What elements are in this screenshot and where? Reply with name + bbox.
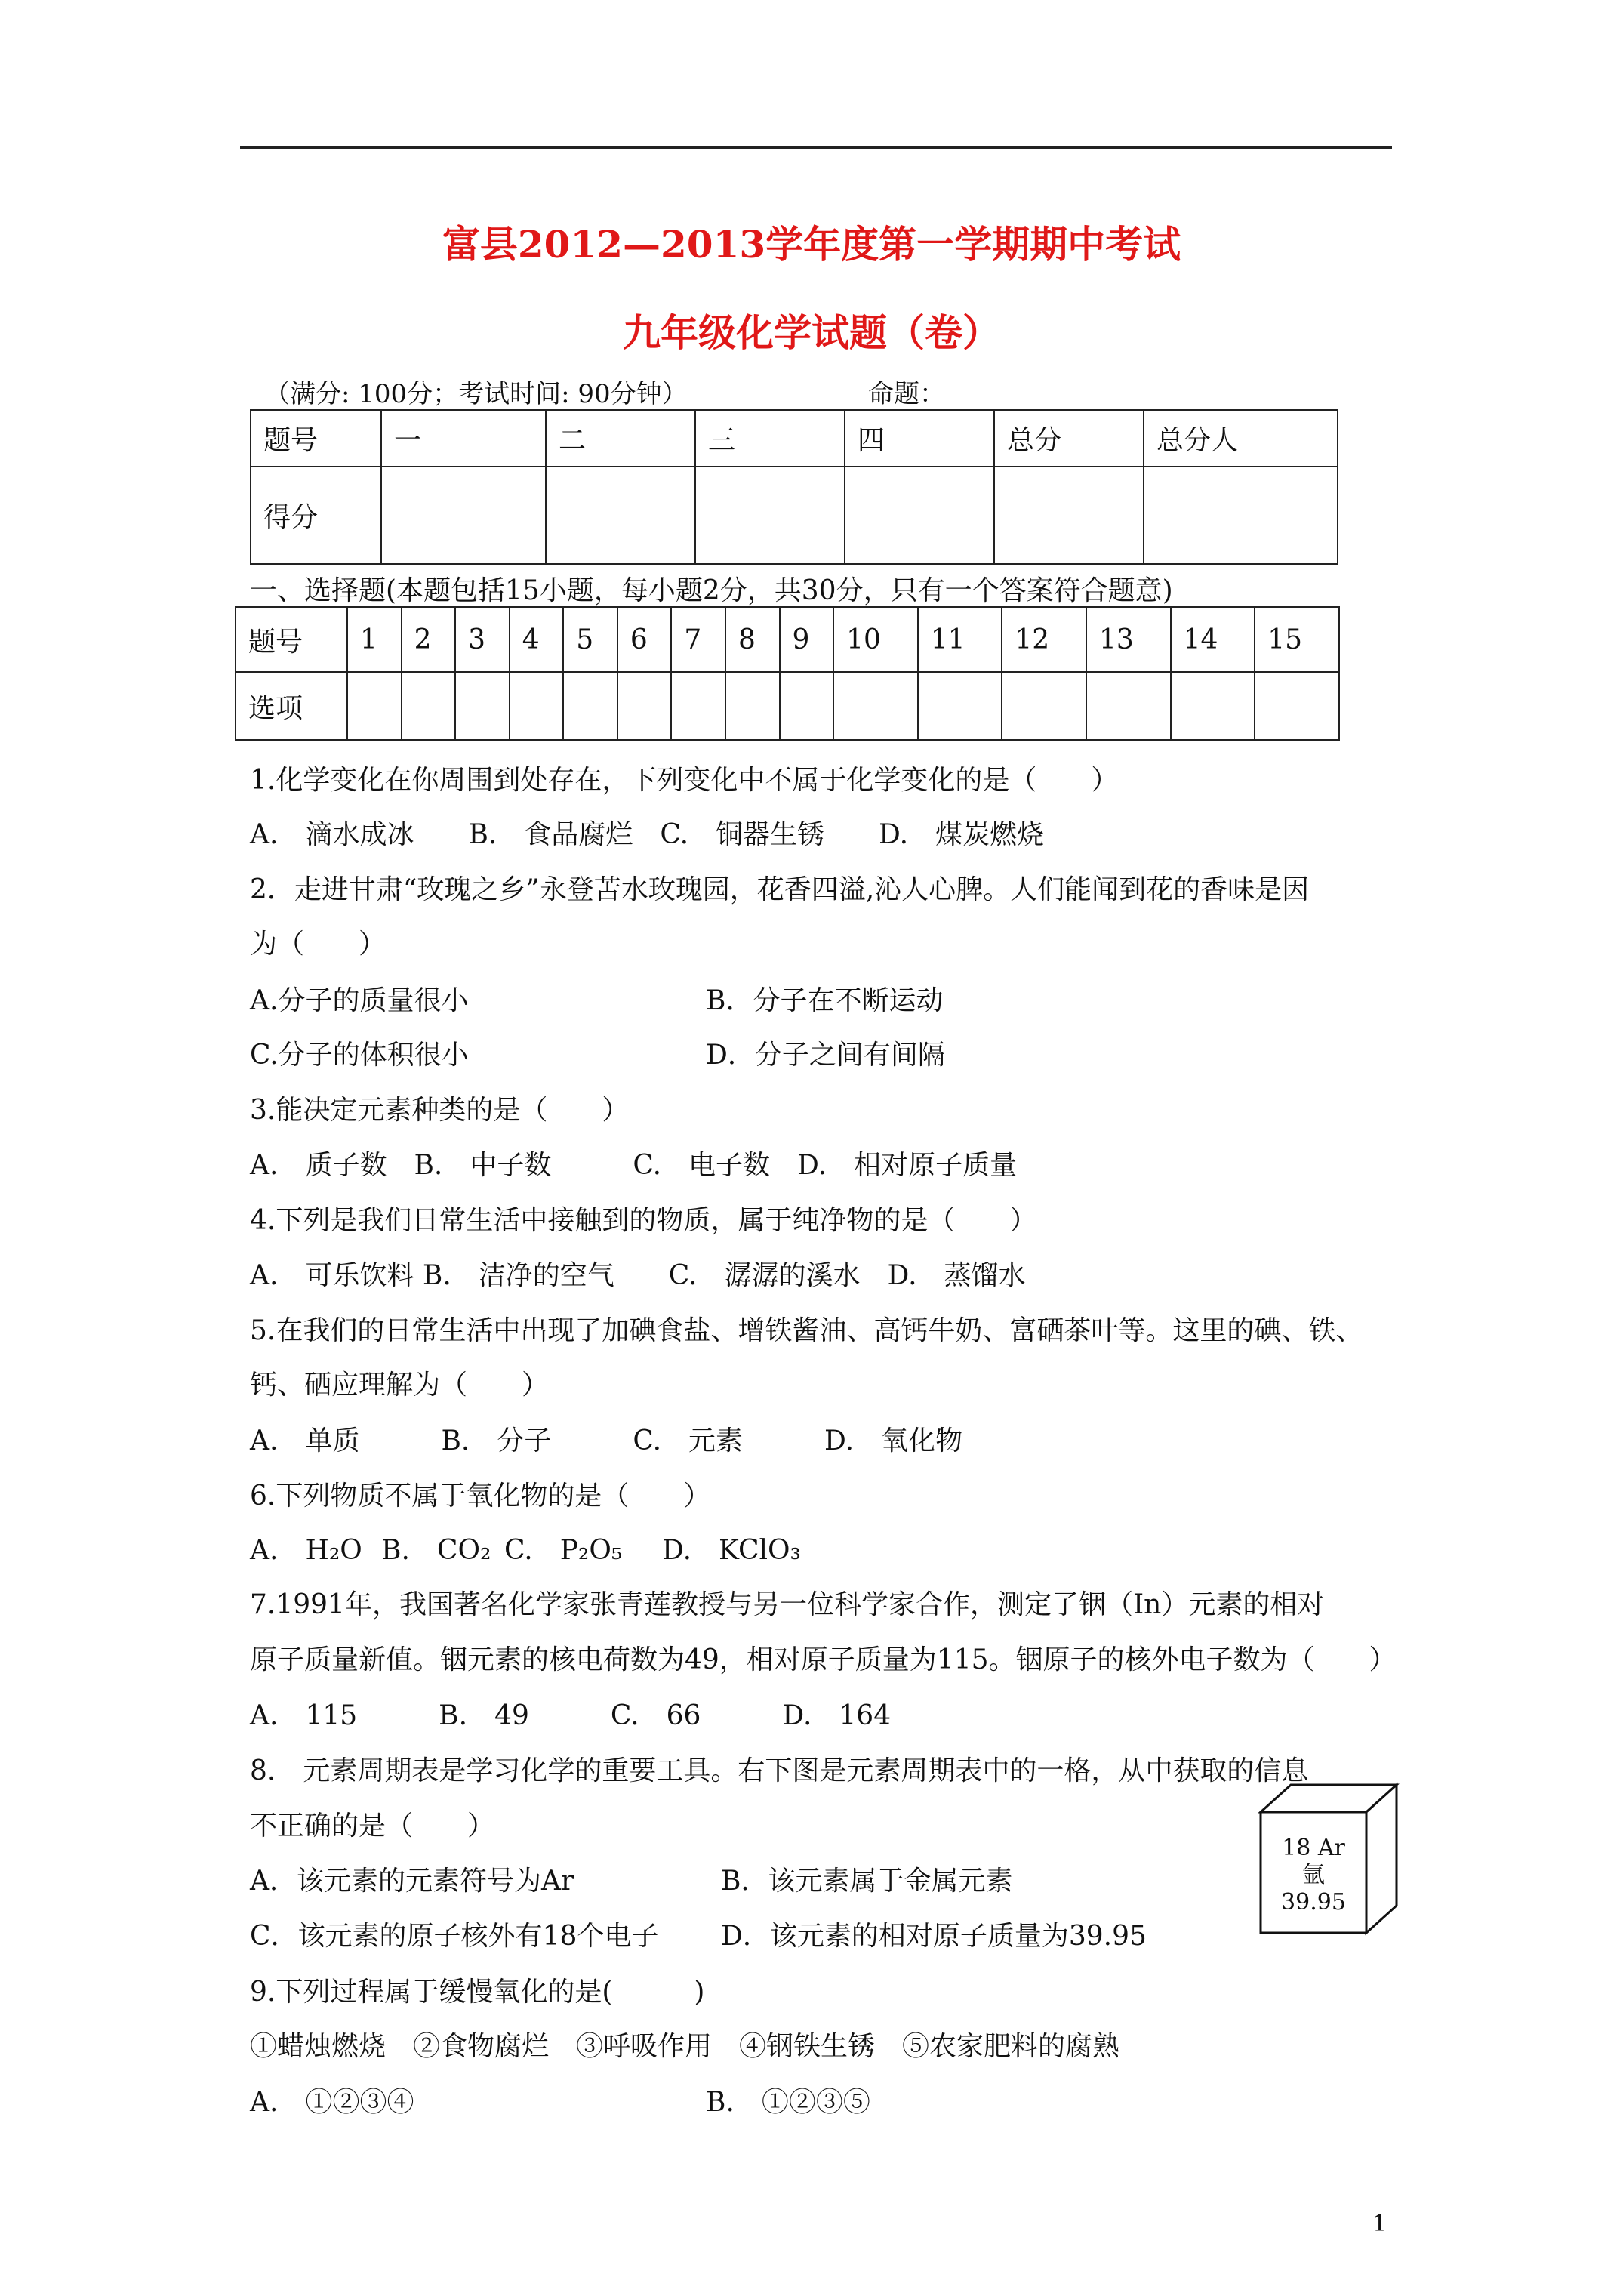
answer-header-cell: 3 — [455, 607, 510, 672]
answer-header-cell: 14 — [1171, 607, 1255, 672]
answer-header-cell: 9 — [780, 607, 834, 672]
score-header-cell: 总分人 — [1144, 410, 1338, 467]
answer-cell[interactable] — [617, 672, 672, 740]
answer-header-cell: 题号 — [236, 607, 347, 672]
question-2-option-d: D．分子之间有间隔 — [706, 1040, 945, 1071]
score-table-score-row — [251, 467, 1338, 564]
question-6-option-b: B. CO₂ — [381, 1535, 491, 1566]
question-3-options: A. 质子数 B. 中子数 C. 电子数 D. 相对原子质量 — [250, 1150, 1018, 1181]
section-heading: 一、选择题(本题包括15小题，每小题2分，共30分，只有一个答案符合题意) — [250, 575, 1173, 606]
score-header-cell: 四 — [845, 410, 994, 467]
question-8-option-d: D．该元素的相对原子质量为39.95 — [721, 1921, 1147, 1952]
question-8: 8. 元素周期表是学习化学的重要工具。右下图是元素周期表中的一格，从中获取的信息 — [250, 1755, 1309, 1786]
element-mass: 39.95 — [1281, 1889, 1346, 1915]
score-table-header-row — [251, 410, 1338, 467]
answer-cell[interactable] — [918, 672, 1002, 740]
answer-header-cell: 11 — [918, 607, 1002, 672]
answer-header-cell: 8 — [725, 607, 780, 672]
answer-cell[interactable] — [563, 672, 617, 740]
question-6-option-c: C. P₂O₅ — [504, 1535, 623, 1566]
question-9-items: ①蜡烛燃烧 ②食物腐烂 ③呼吸作用 ④钢铁生锈 ⑤农家肥料的腐熟 — [250, 2031, 1120, 2062]
answer-header-cell: 5 — [563, 607, 617, 672]
element-name: 氩 — [1302, 1862, 1325, 1888]
answer-header-cell: 13 — [1086, 607, 1171, 672]
score-cell[interactable] — [546, 467, 695, 564]
question-5-options: A. 单质 B. 分子 C. 元素 D. 氧化物 — [250, 1425, 963, 1456]
question-2-option-b: B．分子在不断运动 — [706, 985, 944, 1016]
question-9-option-a: A. ①②③④ — [250, 2087, 414, 2118]
answer-cell[interactable] — [455, 672, 510, 740]
question-3: 3.能决定元素种类的是（ ） — [250, 1095, 630, 1126]
answer-table-header-row — [236, 607, 1339, 672]
question-4: 4.下列是我们日常生活中接触到的物质，属于纯净物的是（ ） — [250, 1205, 1037, 1236]
score-row-label: 得分 — [251, 467, 381, 564]
exam-title: 富县2012—2013学年度第一学期期中考试 — [442, 222, 1181, 267]
question-2-option-a: A.分子的质量很小 — [250, 985, 469, 1016]
exam-author-label: 命题： — [868, 379, 945, 409]
score-cell[interactable] — [845, 467, 994, 564]
score-header-cell: 三 — [695, 410, 845, 467]
question-2-option-c: C.分子的体积很小 — [250, 1040, 469, 1071]
question-8-option-b: B．该元素属于金属元素 — [721, 1866, 1013, 1897]
answer-header-cell: 4 — [510, 607, 564, 672]
answer-cell[interactable] — [1002, 672, 1086, 740]
element-cell-text — [1268, 1835, 1359, 1916]
answer-cell[interactable] — [347, 672, 402, 740]
score-header-cell: 一 — [381, 410, 546, 467]
answer-cell[interactable] — [1086, 672, 1171, 740]
answer-cell[interactable] — [1255, 672, 1339, 740]
answer-row-label: 选项 — [236, 672, 347, 740]
score-cell[interactable] — [994, 467, 1144, 564]
answer-cell[interactable] — [402, 672, 456, 740]
score-header-cell: 总分 — [994, 410, 1144, 467]
answer-cell[interactable] — [1171, 672, 1255, 740]
answer-header-cell: 2 — [402, 607, 456, 672]
answer-header-cell: 12 — [1002, 607, 1086, 672]
question-6-option-a: A. H₂O — [250, 1535, 362, 1566]
answer-cell[interactable] — [833, 672, 918, 740]
question-1: 1.化学变化在你周围到处存在，下列变化中不属于化学变化的是（ ） — [250, 765, 1119, 796]
answer-header-cell: 15 — [1255, 607, 1339, 672]
element-number-symbol: 18 Ar — [1282, 1835, 1345, 1861]
answer-header-cell: 10 — [833, 607, 918, 672]
question-1-options: A. 滴水成冰 B. 食品腐烂 C. 铜器生锈 D. 煤炭燃烧 — [250, 819, 1045, 850]
question-7-cont: 原子质量新值。铟元素的核电荷数为49，相对原子质量为115。铟原子的核外电子数为（ ） — [250, 1644, 1397, 1675]
header-rule — [240, 146, 1392, 149]
score-header-cell: 题号 — [251, 410, 381, 467]
score-cell[interactable] — [381, 467, 546, 564]
question-5-cont: 钙、硒应理解为（ ） — [250, 1370, 550, 1401]
question-4-options: A. 可乐饮料 B. 洁净的空气 C. 潺潺的溪水 D. 蒸馏水 — [250, 1260, 1026, 1291]
question-2: 2．走进甘肃“玫瑰之乡”永登苦水玫瑰园，花香四溢,沁人心脾。人们能闻到花的香味是因 — [250, 874, 1310, 905]
answer-header-cell: 7 — [671, 607, 725, 672]
question-6-option-d: D. KClO₃ — [662, 1535, 801, 1566]
score-cell[interactable] — [695, 467, 845, 564]
answer-header-cell: 1 — [347, 607, 402, 672]
question-6: 6.下列物质不属于氧化物的是（ ） — [250, 1481, 711, 1512]
question-7: 7.1991年，我国著名化学家张青莲教授与另一位科学家合作，测定了铟（In）元素的相对 — [250, 1589, 1325, 1620]
question-9: 9.下列过程属于缓慢氧化的是( ) — [250, 1977, 705, 2008]
exam-meta: （满分: 100分；考试时间: 90分钟） — [264, 379, 688, 409]
answer-header-cell: 6 — [617, 607, 672, 672]
question-7-options: A. 115 B. 49 C. 66 D. 164 — [250, 1700, 892, 1731]
answer-table — [235, 606, 1340, 741]
answer-cell[interactable] — [510, 672, 564, 740]
question-8-cont: 不正确的是（ ） — [250, 1811, 495, 1841]
question-8-option-c: C．该元素的原子核外有18个电子 — [250, 1921, 659, 1952]
score-cell[interactable] — [1144, 467, 1338, 564]
question-8-option-a: A．该元素的元素符号为Ar — [250, 1866, 574, 1897]
answer-cell[interactable] — [725, 672, 780, 740]
answer-cell[interactable] — [671, 672, 725, 740]
page-number: 1 — [1372, 2211, 1387, 2237]
score-table — [250, 409, 1338, 565]
score-header-cell: 二 — [546, 410, 695, 467]
answer-cell[interactable] — [780, 672, 834, 740]
question-9-option-b: B. ①②③⑤ — [706, 2087, 870, 2118]
question-5: 5.在我们的日常生活中出现了加碘食盐、增铁酱油、高钙牛奶、富硒茶叶等。这里的碘、铁、 — [250, 1315, 1363, 1346]
answer-table-choice-row — [236, 672, 1339, 740]
exam-subtitle: 九年级化学试题（卷） — [623, 310, 1000, 355]
question-2-cont: 为（ ） — [250, 929, 387, 960]
